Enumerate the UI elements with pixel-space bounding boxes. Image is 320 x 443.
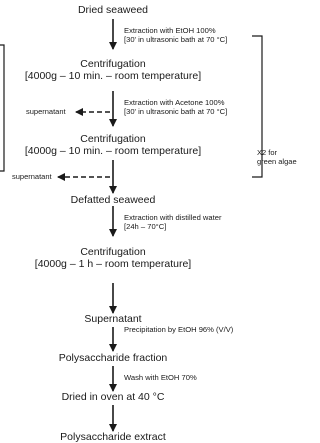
step-etoh-extraction: [124, 26, 227, 45]
step-water-extraction: [124, 213, 222, 232]
node-defatted-seaweed: Defatted seaweed: [70, 194, 156, 206]
node-dried-in-oven: Dried in oven at 40 °C: [61, 391, 165, 403]
loop-note-line1: X2 for: [257, 148, 278, 157]
loop-note-line2: green algae: [257, 157, 297, 166]
step-water-extraction-line1: Extraction with distilled water: [124, 213, 222, 222]
node-centrifugation-3-title: Centrifugation: [80, 246, 146, 258]
step-acetone-extraction-line2: [30' in ultrasonic bath at 70 °C]: [124, 107, 228, 117]
node-supernatant: Supernatant: [84, 313, 142, 325]
step-acetone-extraction: [124, 98, 227, 117]
node-centrifugation-1-params: [4000g – 10 min. – room temperature]: [24, 70, 202, 83]
step-wash: Wash with EtOH 70%: [124, 373, 197, 382]
node-centrifugation-3: [35, 246, 191, 270]
side-output-supernatant-2: supernatant: [12, 172, 52, 181]
step-precipitation: Precipitation by EtOH 96% (V/V): [124, 325, 234, 334]
node-centrifugation-2: [25, 133, 201, 157]
node-centrifugation-3-params: [4000g – 1 h – room temperature]: [34, 258, 192, 271]
loop-note: [257, 148, 297, 166]
node-centrifugation-1: [25, 58, 201, 82]
side-output-supernatant-1: supernatant: [26, 107, 66, 116]
node-polysaccharide-fraction: Polysaccharide fraction: [58, 352, 168, 364]
node-centrifugation-1-title: Centrifugation: [80, 58, 146, 70]
node-centrifugation-2-title: Centrifugation: [80, 133, 146, 145]
node-dried-seaweed: Dried seaweed: [77, 4, 149, 16]
step-water-extraction-line2: [24h – 70°C]: [124, 222, 167, 232]
left-bracket: [0, 45, 4, 171]
step-etoh-extraction-line1: Extraction with EtOH 100%: [124, 26, 216, 35]
node-polysaccharide-extract: Polysaccharide extract: [60, 431, 166, 443]
step-acetone-extraction-line1: Extraction with Acetone 100%: [124, 98, 225, 107]
step-etoh-extraction-line2: [30' in ultrasonic bath at 70 °C]: [124, 35, 228, 45]
node-centrifugation-2-params: [4000g – 10 min. – room temperature]: [24, 145, 202, 158]
